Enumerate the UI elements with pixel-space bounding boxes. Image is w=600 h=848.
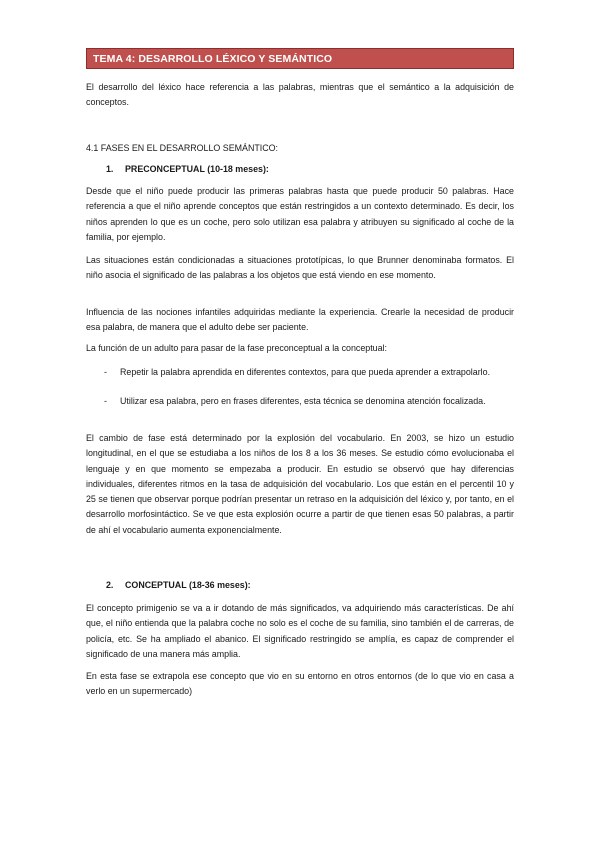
phase1-number: 1. [106,164,114,174]
phase2-paragraph-2: En esta fase se extrapola ese concepto que vio en su entorno en otros entornos (de lo que vio en casa a verlo en un supermercado) [86,671,514,697]
bullet-dash: - [104,396,107,406]
phase1-name: PRECONCEPTUAL [125,164,205,174]
phase1-paragraph-1: Desde que el niño puede producir las primeras palabras hasta que puede producir 50 palabras. Hace referencia a que el niño aprende conceptos que están restringidos a un contexto determinado. Es decir, los niños aprenden lo que es un coche, pero solo utilizan esa palabra y atribuyen su significado al coche de la familia, por ejemplo. [86,186,514,242]
section-heading: 4.1 FASES EN EL DESARROLLO SEMÁNTICO: [86,143,279,153]
phase1-paragraph-4: La función de un adulto para pasar de la fase preconceptual a la conceptual: [86,343,387,353]
phase2-heading [106,579,251,591]
phase1-range: (10-18 meses): [207,164,269,174]
phase1-heading [106,163,269,175]
bullet-text: Repetir la palabra aprendida en diferentes contextos, para que pueda aprender a extrapolarlo. [120,367,491,377]
bullet-item [104,366,514,379]
title-banner [86,48,514,69]
bullet-text: Utilizar esa palabra, pero en frases diferentes, esta técnica se denomina atención focalizada. [120,396,486,406]
bullet-dash: - [104,367,107,377]
phase2-name: CONCEPTUAL [125,580,187,590]
phase1-closing-paragraph: El cambio de fase está determinado por la explosión del vocabulario. En 2003, se hizo un estudio longitudinal, en el que se estudiaba a los niños de los 8 a los 36 meses. Se estudio cómo evolucionaba el lenguaje y en que momento se empezaba a producir. En estudio se observó que hay diferencias individuales, diferentes ritmos en la tasa de adquisición del vocabulario. Los que están en el percentil 10 y 25 se tienen que observar porque podrían presentar un retraso en la adquisición del léxico y, por tanto, en el desarrollo morfosintáctico. Se ve que esta explosión ocurre a partir de que tienen esas 50 palabras, a partir de ahí el vocabulario aumenta exponencialmente. [86,433,514,535]
phase2-paragraph-1: El concepto primigenio se va a ir dotando de más significados, va adquiriendo más características. De ahí que, el niño entienda que la palabra coche no solo es el coche de su familia, sino también el de carreras, de policía, etc. Se ha ampliado el abanico. El significado restringido se amplía, es capaz de comprender el significado de una manera más amplia. [86,603,514,659]
phase1-paragraph-2: Las situaciones están condicionadas a situaciones prototípicas, lo que Brunner denominaba formatos. El niño asocia el significado de las palabras a los objetos que está viendo en ese momento. [86,255,514,281]
bullet-item [104,395,514,408]
phase2-number: 2. [106,580,114,590]
phase1-paragraph-3: Influencia de las nociones infantiles adquiridas mediante la experiencia. Crearle la necesidad de producir esa palabra, de manera que el adulto debe ser paciente. [86,307,514,333]
intro-paragraph: El desarrollo del léxico hace referencia a las palabras, mientras que el semántico a la adquisición de conceptos. [86,82,514,108]
document-title: TEMA 4: DESARROLLO LÉXICO Y SEMÁNTICO [93,52,333,65]
phase2-range: (18-36 meses): [188,580,251,590]
